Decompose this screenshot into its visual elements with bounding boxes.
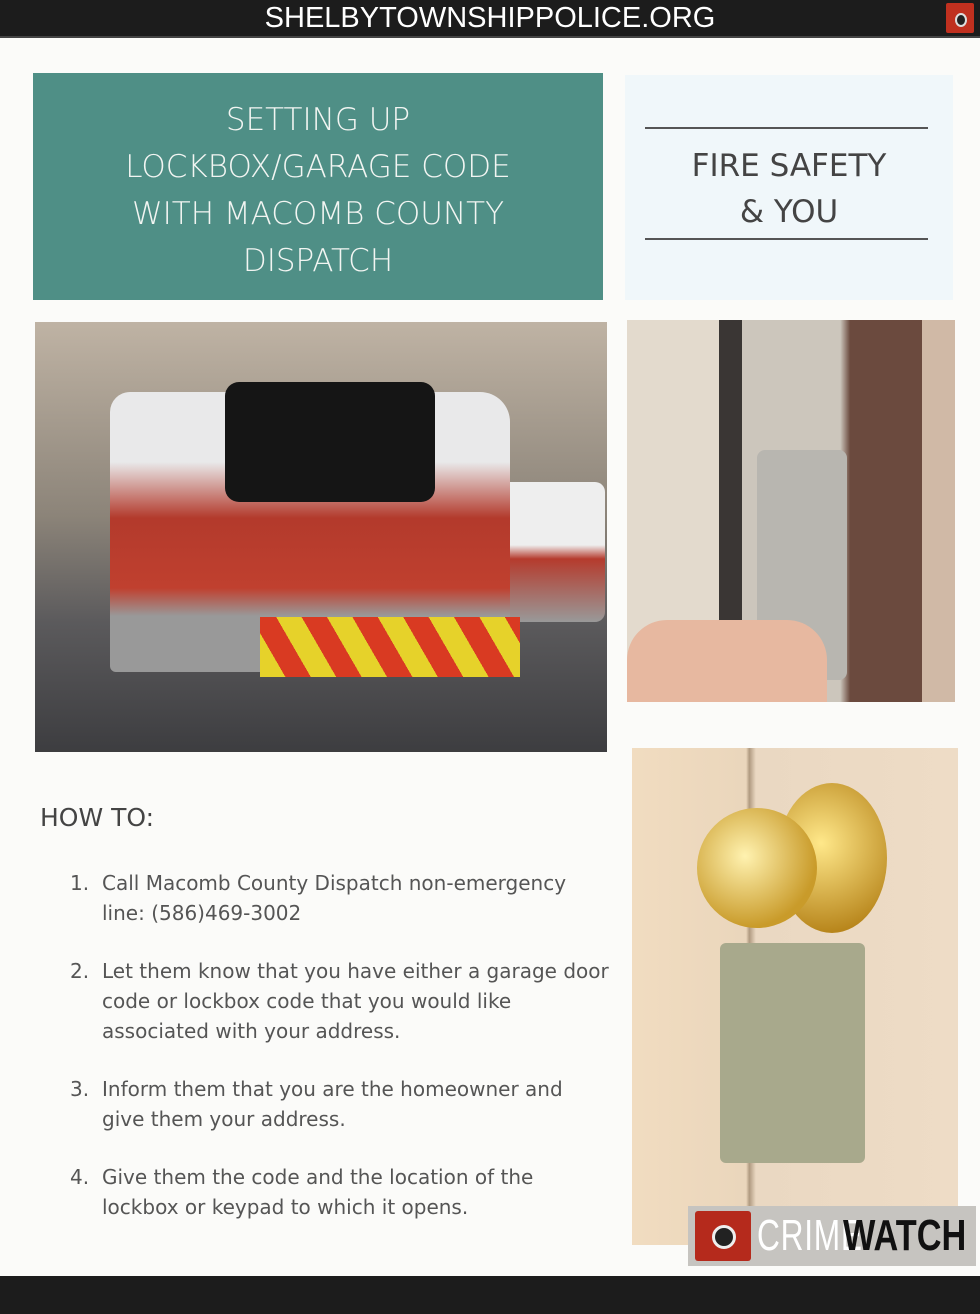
title-line: SETTING UP	[225, 102, 411, 138]
lockbox-photo	[632, 748, 958, 1245]
steps-list	[70, 868, 610, 1250]
site-title: SHELBYTOWNSHIPPOLICE.ORG	[264, 2, 716, 34]
title-line: LOCKBOX/GARAGE CODE	[125, 149, 511, 185]
divider	[645, 127, 928, 129]
crimewatch-logo[interactable]: CRIME WATCH	[688, 1206, 976, 1266]
list-item: 3. Inform them that you are the homeowner and give them your address.	[70, 1077, 563, 1131]
subtitle-line: FIRE SAFETY	[691, 148, 887, 184]
divider	[645, 238, 928, 240]
list-item: 4. Give them the code and the location of the lockbox or keypad to which it opens.	[70, 1165, 534, 1219]
list-item: 2. Let them know that you have either a garage door code or lockbox code that you would like associated with your address.	[70, 959, 609, 1043]
list-item: 1. Call Macomb County Dispatch non-emergency line: (586)469-3002	[70, 871, 567, 925]
crimewatch-camera-icon[interactable]	[946, 3, 974, 33]
title-line: DISPATCH	[242, 243, 394, 279]
bottom-bar	[0, 1276, 980, 1314]
howto-heading: HOW TO:	[40, 803, 155, 832]
fire-truck-photo	[35, 322, 607, 752]
subtitle-box	[625, 75, 953, 300]
camera-icon	[695, 1211, 751, 1261]
garage-keypad-photo	[627, 320, 955, 702]
subtitle-line: & YOU	[739, 194, 839, 230]
top-bar	[0, 0, 980, 38]
title-line: WITH MACOMB COUNTY	[131, 196, 505, 232]
flyer-title-box	[33, 73, 603, 300]
